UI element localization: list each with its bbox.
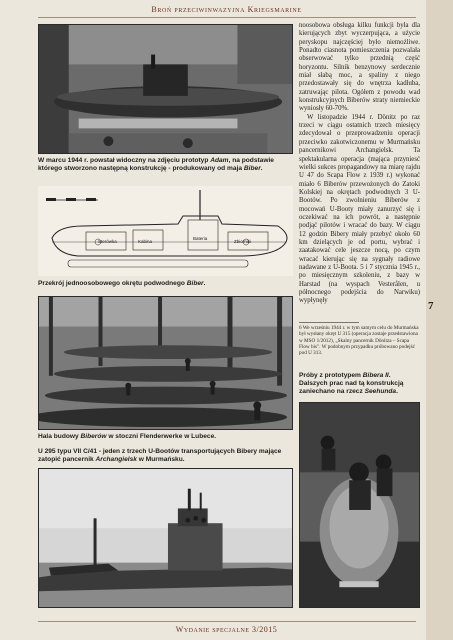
caption-text: Hala budowy <box>38 433 81 440</box>
paragraph-1: noosobowa obsługa kilku funkcji była dla kierujących zbyt wyczerpująca, a użycie peryskopu najczęściej było niemożliwe. Ponadto ciasnota pomieszczenia pozwalała obserwować tylko przednią część horyzontu. Silnik benzynowy serdecznie miał słabą moc, a spaliny z niego przedostawały się do wnętrza kadłuba, zatruwając pilota. Ogółem z powodu wad konstrukcyjnych Biberów straty niemieckie wyniosły 60-70%. <box>299 22 420 113</box>
caption-text: W marcu 1944 r. powstał widoczny na zdjęciu prototyp <box>38 157 211 164</box>
caption-text: w Murmańsku. <box>136 456 185 464</box>
running-footer: Wydanie specjalne 3/2015 <box>175 625 278 634</box>
photo-adam-prototype <box>38 24 293 154</box>
caption-italic: Seehunda <box>364 388 397 396</box>
caption-adam <box>38 157 293 173</box>
diagram-label-1: Sterówka <box>98 239 117 244</box>
photo-biber-ii <box>299 402 420 608</box>
caption-text: , na podstawie którego stworzono następną konstrukcję - produkowany od maja <box>38 157 274 173</box>
caption-italic: Biber <box>186 280 204 287</box>
page-number: 7 <box>428 300 434 312</box>
running-header: Broń przeciwinwazyjna Kriegsmarine <box>151 5 302 14</box>
caption-italic: Bibera II <box>362 372 389 379</box>
caption-text: Przekrój jednoosobowego okrętu podwodnego <box>38 280 187 287</box>
footer-rule <box>38 621 416 622</box>
caption-cross-section <box>38 280 293 288</box>
footnote: 6 We wrześniu 1944 r. w tym samym celu do Murmańska był wysłany okręt U 315 (operacja zostaje przedstawiona w MSO 1/2012), „Skalny pancernik Dönitza – Scapa Flow bis". W podobnym przypadku próbowano podejść pod U 313. <box>299 325 419 357</box>
caption-italic: Biber <box>243 165 261 173</box>
caption-italic: Biberów <box>80 433 107 440</box>
caption-text: U 295 typu VII C/41 - jeden z trzech U-Bootów transportujących Bibery mające zatopić pancernik <box>38 448 282 464</box>
paragraph-2: W listopadzie 1944 r. Dönitz po raz trzeci w ciągu ostatnich trzech miesięcy zdecydował o przeprowadzeniu operacji przeciwko zakotwiczonemu w Murmańsku pancernikowi Archangielsk. Ta spektakularna operacja (mająca przyniesć wielki sukces propagandowy na miarę rajdu U 47 do Scapa Flow z 1939 r.) wykonać miało 6 Biberów przewożonych do Zatoki Kolskiej na okrętach podwodnych 3 U-Bootów. Po zwolnieniu Biberów z mocowań U-Booty miały zanurzyć się i oczekiwać na ich powrót, a następnie podjąć pilotów i wracać do bazy. W ciągu 12 godzin Bibery miały przebyć około 60 km dzielących je od portu, wybrać i zaatakować cele jeszcze nocą, po czym wracać kierując się na sygnały radiowe nadawane z U-Boota. 5 i 7 stycznia 1945 r., po miesięcznym szkoleniu, z bazy w Harstad (na wyspach Vesterålen, u północnego podejścia do Narwiku) wypłynęły <box>299 113 420 305</box>
caption-biber-ii <box>299 372 420 397</box>
caption-text: . <box>396 388 398 396</box>
diagram-label-2: Kabina <box>138 239 153 244</box>
header-rule <box>38 17 416 18</box>
caption-text: . Dalszych prac nad tą konstrukcją zaniechano na rzecz <box>299 372 404 396</box>
diagram-label-3: Bateria <box>193 236 208 241</box>
caption-italic: Adam <box>210 157 229 164</box>
caption-text: w stoczni Flenderwerke w Lubece. <box>106 433 217 440</box>
caption-italic: Archangielsk <box>95 456 137 464</box>
caption-text: Próby z prototypem <box>299 372 363 379</box>
caption-text: . <box>260 165 263 173</box>
diagram-label-4: Zbiorniki <box>234 239 252 244</box>
caption-factory-hall <box>38 433 293 441</box>
caption-u295 <box>38 448 293 464</box>
cross-section-diagram <box>38 186 293 276</box>
photo-u295 <box>38 468 293 608</box>
photo-factory-hall <box>38 296 293 430</box>
article-body <box>299 22 420 306</box>
caption-text: . <box>203 280 206 287</box>
footnote-rule <box>299 322 359 323</box>
side-tab <box>426 0 453 640</box>
